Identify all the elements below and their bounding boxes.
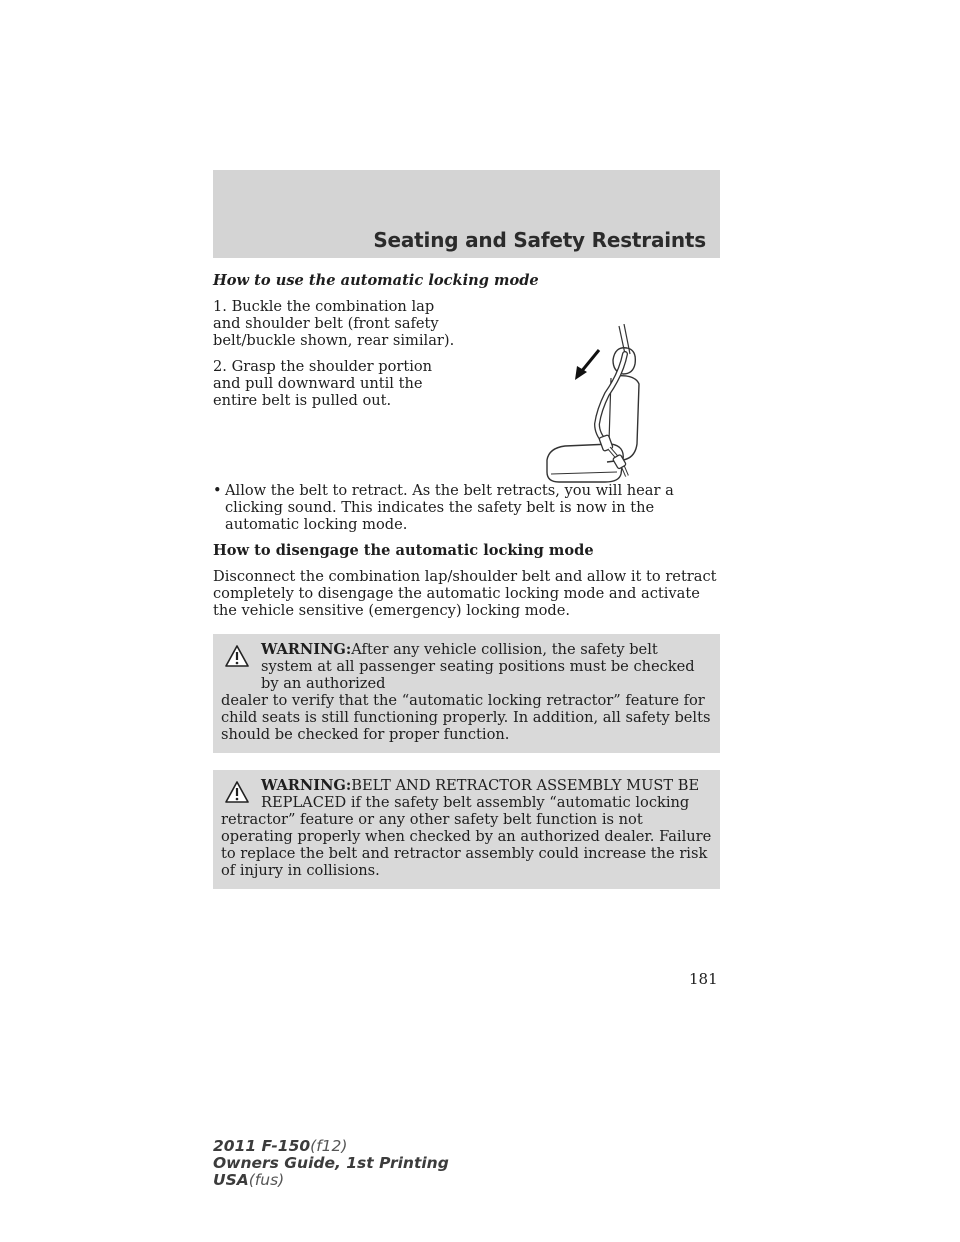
page-content [213,264,720,889]
footer-model-code: (f12) [310,1137,348,1155]
warning-2-text: retractor” feature or any other safety belt function is not operating properly when checked by an authorized dealer. Failure to replace the belt and retractor assembly could increase the risk of injury in collisions. [221,811,712,879]
footer-line-2 [213,1155,449,1172]
disengage-paragraph: Disconnect the combination lap/shoulder belt and allow it to retract completely to disengage the automatic locking mode and activate the vehicle sensitive (emergency) locking mode. [213,568,717,619]
footer-region: USA [213,1171,249,1189]
footer-line-3 [213,1172,449,1189]
bullet-text: Allow the belt to retract. As the belt retracts, you will hear a clicking sound. This indicates the safety belt is now in the automatic locking mode. [225,482,674,533]
footer-line-1 [213,1138,449,1155]
footer-guide: Owners Guide, 1st Printing [213,1154,449,1172]
step-1: 1. Buckle the combination lap and shoulder belt (front safety belt/buckle shown, rear similar). [213,298,455,349]
bullet-item [213,482,720,533]
warning-triangle-icon [225,645,249,667]
footer-model: 2011 F-150 [213,1137,311,1155]
warning-1-lead: After any vehicle collision, the safety belt system at all passenger seating positions must be checked by an authorized [261,641,695,692]
warning-2-lead: BELT AND RETRACTOR ASSEMBLY MUST BE REPLACED if the safety belt assembly “automatic locking [261,777,700,811]
warning-1-first-line [221,641,712,692]
warning-box-2 [213,770,720,889]
seat-belt-illustration [545,324,645,486]
steps-block [213,298,720,476]
footer-region-code: (fus) [248,1171,285,1189]
section-header [213,170,720,258]
heading-use-locking-mode: How to use the automatic locking mode [213,272,539,289]
warning-2-label: WARNING: [261,777,352,794]
heading-disengage-locking-mode: How to disengage the automatic locking mode [213,542,594,559]
warning-1-text: dealer to verify that the “automatic locking retractor” feature for child seats is still functioning properly. In addition, all safety belts should be checked for proper function. [221,692,711,743]
bullet-dot: • [213,482,222,499]
warning-1-label: WARNING: [261,641,352,658]
warning-2-first-line [221,777,712,811]
warning-box-1 [213,634,720,753]
warning-triangle-icon [225,781,249,803]
step-2: 2. Grasp the shoulder portion and pull downward until the entire belt is pulled out. [213,358,433,409]
footer [213,1138,449,1189]
page-number: 181 [689,970,718,988]
section-title: Seating and Safety Restraints [373,228,706,252]
